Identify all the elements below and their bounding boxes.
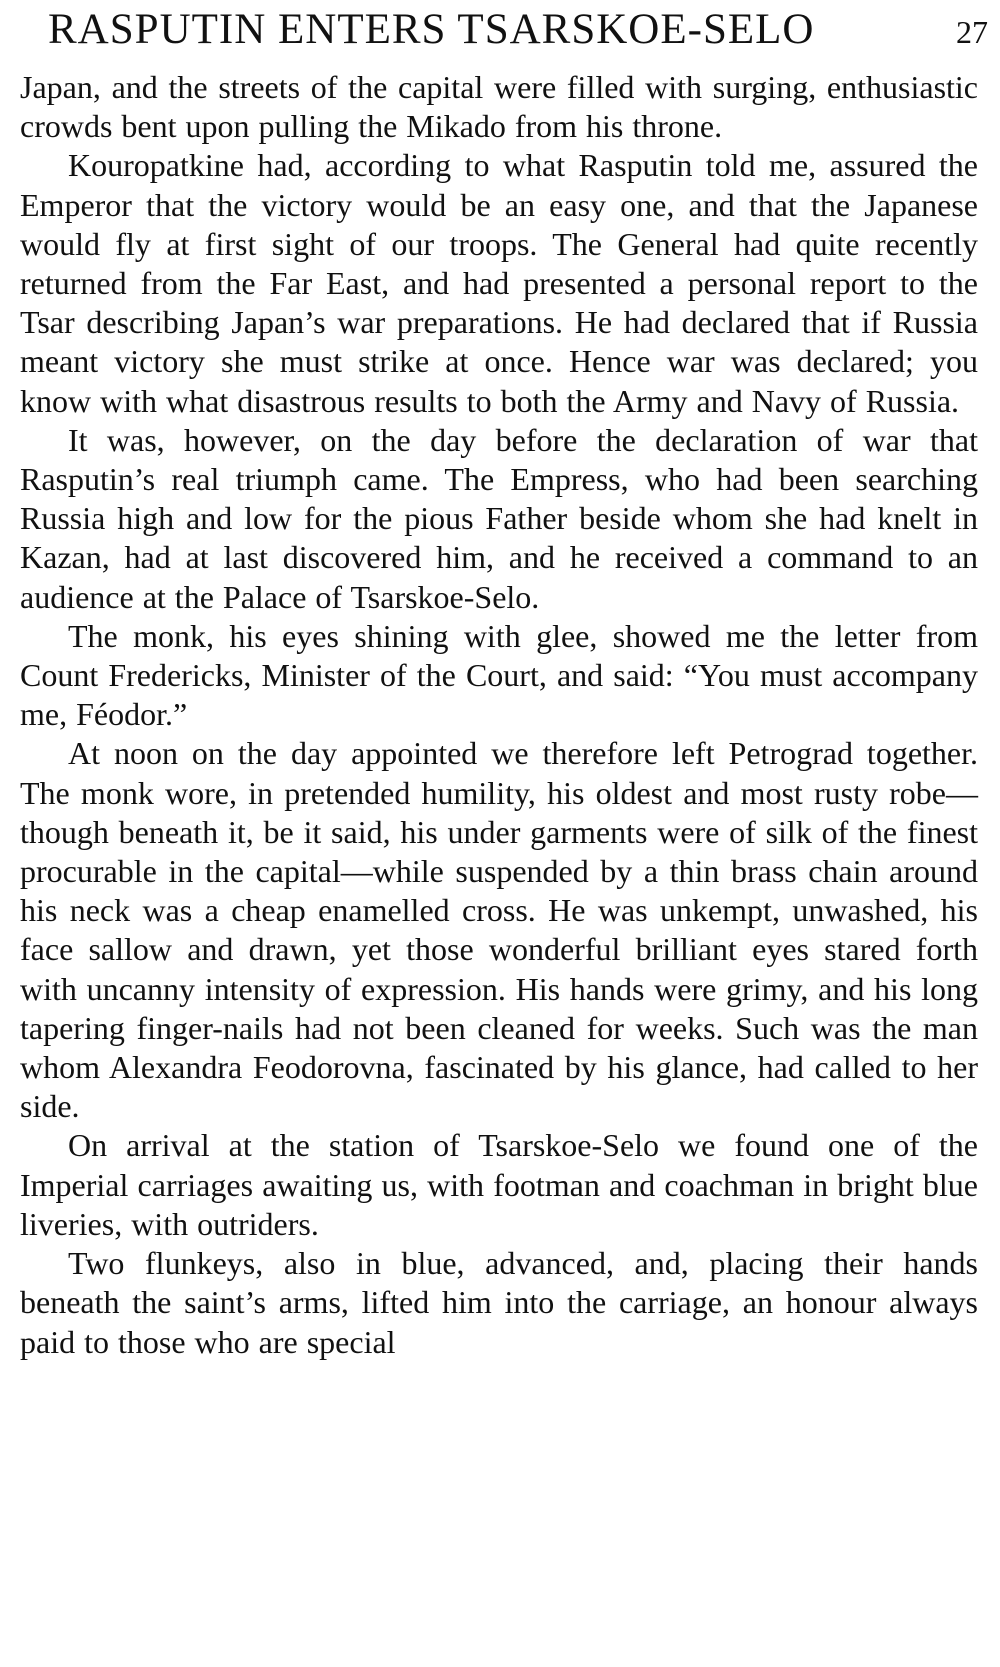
running-header bbox=[48, 4, 988, 56]
page-number: 27 bbox=[956, 14, 988, 50]
running-title: RASPUTIN ENTERS TSARSKOE-SELO bbox=[48, 6, 815, 53]
page-body bbox=[20, 68, 978, 1362]
paragraph-7: Two flunkeys, also in blue, advanced, and, placing their hands beneath the saint’s arms, lifted him into the carriage, an honour always paid to those who are special bbox=[20, 1245, 978, 1360]
paragraph-1: Japan, and the streets of the capital were filled with surging, enthusiastic crowds bent upon pulling the Mikado from his throne. bbox=[20, 69, 978, 145]
paragraph-3: It was, however, on the day before the declaration of war that Rasputin’s real triumph came. The Empress, who had been searching Russia high and low for the pious Father beside whom she had knelt in Kazan, had at last discovered him, and he received a command to an audience at the Palace of Tsarskoe-Selo. bbox=[20, 421, 978, 615]
paragraph-6: On arrival at the station of Tsarskoe-Selo we found one of the Imperial carriages awaiting us, with footman and coachman in bright blue liveries, with outriders. bbox=[20, 1127, 978, 1242]
paragraph-4: The monk, his eyes shining with glee, showed me the letter from Count Fredericks, Minister of the Court, and said: “You must accompany me, Féodor.” bbox=[20, 617, 978, 733]
paragraph-5: At noon on the day appointed we therefore left Petrograd together. The monk wore, in pretended humility, his oldest and most rusty robe—though beneath it, be it said, his under garments were of silk of the finest procurable in the capital—while suspended by a thin brass chain around his neck was a cheap enamelled cross. He was unkempt, unwashed, his face sallow and drawn, yet those wonderful brilliant eyes stared forth with uncanny intensity of expression. His hands were grimy, and his long tapering finger-nails had not been cleaned for weeks. Such was the man whom Alexandra Feodorovna, fascinated by his glance, had called to her side. bbox=[20, 735, 978, 1125]
paragraph-2: Kouropatkine had, according to what Rasputin told me, assured the Emperor that the victory would be an easy one, and that the Japanese would fly at first sight of our troops. The General had quite recently returned from the Far East, and had presented a personal report to the Tsar describing Japan’s war preparations. He had declared that if Russia meant victory she must strike at once. Hence war was declared; you know with what disastrous results to both the Army and Navy of Russia. bbox=[20, 147, 978, 419]
